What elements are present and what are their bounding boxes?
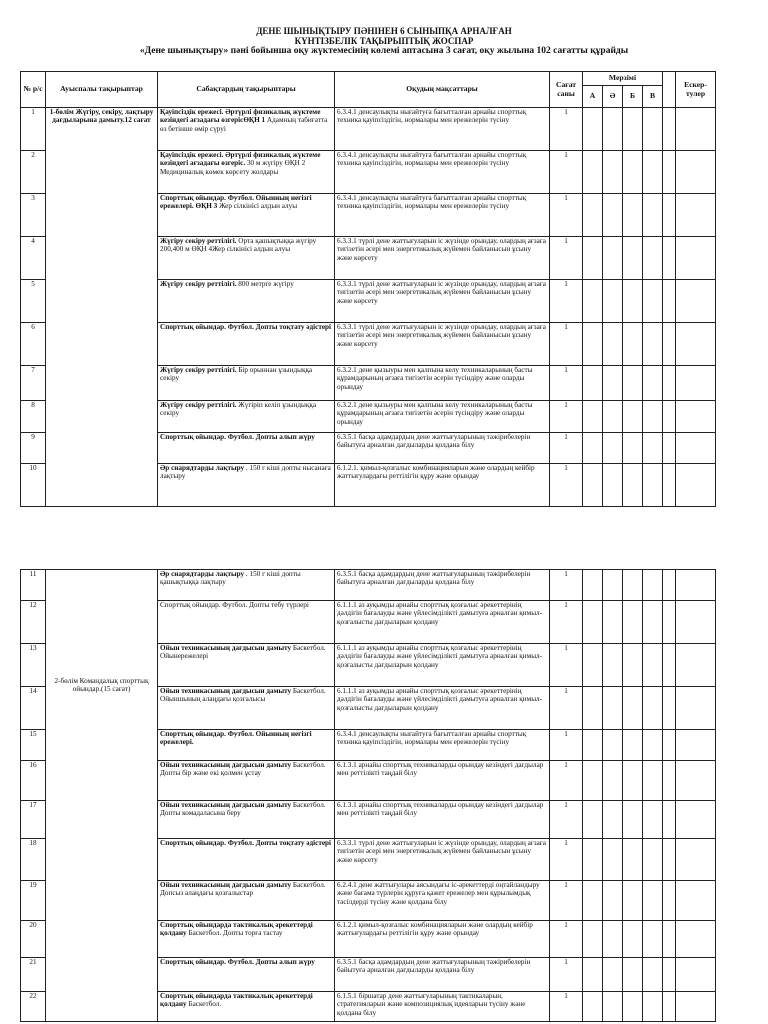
- topic-cell: [158, 881, 335, 921]
- term-a-cell: [583, 761, 603, 801]
- term-v-cell: [643, 280, 663, 323]
- row-number-cell: 16: [21, 761, 46, 801]
- hours-cell: 1: [550, 921, 583, 958]
- spacer-cell: [663, 570, 676, 601]
- term-b-cell: [623, 194, 643, 237]
- term-b-cell: [623, 151, 643, 194]
- hours-cell: 1: [550, 839, 583, 881]
- header-num: № р/с: [21, 72, 46, 108]
- table-row: [21, 108, 716, 151]
- spacer-cell: [663, 151, 676, 194]
- topic-detail: Жүгіріп келіп ұзындыққа секіру: [160, 401, 317, 418]
- term-v-cell: [643, 108, 663, 151]
- title-line-1: ДЕНЕ ШЫНЫҚТЫРУ ПӘНІНЕН 6 СЫНЫПҚА АРНАЛҒАН: [256, 26, 512, 36]
- notes-cell: [676, 881, 716, 921]
- hours-cell: 1: [550, 194, 583, 237]
- hours-cell: 1: [550, 801, 583, 839]
- topic-title: Қауіпсіздік ережесі. Әртүрлі физикалық жүктеме кезіндегі ағзадағы өзгеріс.: [160, 151, 321, 168]
- term-ae-cell: [603, 570, 623, 601]
- term-a-cell: [583, 280, 603, 323]
- topic-cell: [158, 237, 335, 280]
- row-number-cell: 21: [21, 958, 46, 992]
- topic-title: Спорттық ойындарда тактикалық әрекеттерді қолдану: [160, 921, 313, 938]
- term-v-cell: [643, 992, 663, 1022]
- term-a-cell: [583, 958, 603, 992]
- learning-goal-cell: 6.1.2.1. қимыл-қозғалыс комбинацияларын және олардың кейбір жаттығулардағы реттілігін құру және орындау: [335, 464, 550, 507]
- term-ae-cell: [603, 151, 623, 194]
- spacer-cell: [663, 839, 676, 881]
- topic-detail: Бір орыннан ұзындыққа секіру: [160, 366, 313, 383]
- term-b-cell: [623, 366, 643, 401]
- topic-title: Спорттық ойындар. Футбол. Ойынның негізгі ережелері.: [160, 730, 312, 747]
- page-title: [0, 26, 768, 56]
- row-number-cell: 7: [21, 366, 46, 401]
- topic-title: Ойын техникасының дағдысын дамыту: [160, 761, 292, 769]
- spacer-cell: [663, 601, 676, 644]
- topic-detail: 30 м жүгіру ӨҚН 2 Медициналық көмек көрсету жолдары: [160, 159, 306, 176]
- topic-cell: [158, 280, 335, 323]
- term-a-cell: [583, 237, 603, 280]
- hours-cell: 1: [550, 644, 583, 687]
- topic-title: Әр снарядтарды лақтыру: [160, 570, 245, 578]
- notes-cell: [676, 433, 716, 464]
- row-number-cell: 10: [21, 464, 46, 507]
- notes-cell: [676, 839, 716, 881]
- row-number-cell: 9: [21, 433, 46, 464]
- row-number-cell: 13: [21, 644, 46, 687]
- term-b-cell: [623, 323, 643, 366]
- term-v-cell: [643, 151, 663, 194]
- row-number-cell: 5: [21, 280, 46, 323]
- topic-title: Әр снарядтарды лақтыру: [160, 464, 245, 472]
- term-a-cell: [583, 992, 603, 1022]
- topic-title: Ойын техникасының дағдысын дамыту: [160, 687, 292, 695]
- topic-title: Спорттық ойындар. Футбол. Допты алып жүру: [160, 433, 315, 441]
- topic-detail: Баскетбол. Допты торға тастау: [188, 929, 283, 938]
- term-v-cell: [643, 237, 663, 280]
- term-v-cell: [643, 761, 663, 801]
- term-ae-cell: [603, 992, 623, 1022]
- hours-cell: 1: [550, 108, 583, 151]
- header-term-ae: Ә: [603, 86, 623, 108]
- topic-cell: [158, 839, 335, 881]
- term-b-cell: [623, 601, 643, 644]
- term-ae-cell: [603, 433, 623, 464]
- notes-cell: [676, 761, 716, 801]
- term-a-cell: [583, 839, 603, 881]
- notes-cell: [676, 801, 716, 839]
- topic-title: Спорттық ойындар. Футбол. Допты алып жүру: [160, 958, 315, 966]
- topic-detail: . 150 г кіші допты нысанаға лақтыру: [160, 464, 331, 481]
- learning-goal-cell: 6.3.4.1 денсаулықты нығайтуға бағытталған арнайы спорттық техника қауіпсіздігін, нормалары мен ережелерін түсіну: [335, 108, 550, 151]
- spacer-cell: [663, 194, 676, 237]
- topic-cell: [158, 687, 335, 730]
- notes-cell: [676, 366, 716, 401]
- row-number-cell: 8: [21, 401, 46, 433]
- term-v-cell: [643, 401, 663, 433]
- learning-goal-cell: 6.3.5.1 басқа адамдардың дене жаттығуларының тәжірибелерін байытуға арналған дағдыларды қолдана білу: [335, 433, 550, 464]
- learning-goal-cell: 6.3.3.1 түрлі дене жаттығуларын іс жүзінде орындау, олардың ағзаға тигізетін әсері мен энергетикалық жүйемен байланысын ұсыну және көрсету: [335, 839, 550, 881]
- term-b-cell: [623, 237, 643, 280]
- topic-title: Қауіпсіздік ережесі. Әртүрлі физикалық жүктеме кезіндегі ағзадағы өзгерісӨҚН 1: [160, 108, 321, 125]
- topic-detail: Баскетбол. Допсыз алаңдағы қозғалыстар: [160, 881, 326, 898]
- topic-title: Ойын техникасының дағдысын дамыту: [160, 881, 292, 889]
- header-spacer: [663, 72, 676, 108]
- header-hours: Сағат саны: [550, 72, 583, 108]
- topic-detail: Баскетбол. Ойынережелері: [160, 644, 326, 661]
- term-v-cell: [643, 644, 663, 687]
- topic-cell: [158, 433, 335, 464]
- topic-cell: [158, 958, 335, 992]
- row-number-cell: 18: [21, 839, 46, 881]
- learning-goal-cell: 6.3.5.1 басқа адамдардың дене жаттығуларының тәжірибелерін байытуға арналған дағдыларды қолдана білу: [335, 958, 550, 992]
- row-number-cell: 20: [21, 921, 46, 958]
- row-number-cell: 4: [21, 237, 46, 280]
- hours-cell: 1: [550, 881, 583, 921]
- topic-cell: [158, 401, 335, 433]
- term-a-cell: [583, 570, 603, 601]
- topic-cell: [158, 761, 335, 801]
- topic-title: Спорттық ойындар. Футбол. Допты тоқтату әдістері: [160, 839, 332, 847]
- spacer-cell: [663, 366, 676, 401]
- term-v-cell: [643, 433, 663, 464]
- topic-detail: Баскетбол. Допты комадаласына беру: [160, 801, 326, 818]
- term-b-cell: [623, 280, 643, 323]
- topic-title: Жүгіру секіру реттілігі.: [160, 280, 237, 288]
- notes-cell: [676, 401, 716, 433]
- spacer-cell: [663, 730, 676, 761]
- learning-goal-cell: 6.1.2.1 қимыл-қозғалыс комбинацияларын және олардың кейбір жаттығулардағы реттілігін құру және орындау: [335, 921, 550, 958]
- topic-cell: [158, 151, 335, 194]
- notes-cell: [676, 323, 716, 366]
- topic-detail: Баскетбол. Ойыншының алаңдағы қозғалысы: [160, 687, 326, 704]
- term-ae-cell: [603, 881, 623, 921]
- learning-goal-cell: 6.1.3.1 арнайы спорттық техникаларды орындау кезіндегі дағдылар мен реттілікті таңдай білу: [335, 761, 550, 801]
- hours-cell: 1: [550, 366, 583, 401]
- term-b-cell: [623, 881, 643, 921]
- table-row: [21, 570, 716, 601]
- spacer-cell: [663, 323, 676, 366]
- term-ae-cell: [603, 323, 623, 366]
- term-a-cell: [583, 601, 603, 644]
- topic-title: Ойын техникасының дағдысын дамыту: [160, 644, 292, 652]
- term-a-cell: [583, 464, 603, 507]
- topic-cell: [158, 730, 335, 761]
- term-b-cell: [623, 401, 643, 433]
- section-cell: [46, 570, 158, 1022]
- topic-title: Жүгіру секіру реттілігі.: [160, 401, 237, 409]
- term-v-cell: [643, 730, 663, 761]
- hours-cell: 1: [550, 237, 583, 280]
- spacer-cell: [663, 433, 676, 464]
- section-cell: [46, 108, 158, 507]
- hours-cell: 1: [550, 958, 583, 992]
- hours-cell: 1: [550, 761, 583, 801]
- topic-cell: [158, 644, 335, 687]
- notes-cell: [676, 464, 716, 507]
- learning-goal-cell: 6.3.5.1 басқа адамдардың дене жаттығуларының тәжірибелерін байытуға арналған дағдыларды қолдана білу: [335, 570, 550, 601]
- learning-goal-cell: 6.1.5.1 біршатар дене жаттығуларының тактикаларын, стратегияларын және композициялық идеяларын түсіну және қолдана білу: [335, 992, 550, 1022]
- topic-title: Спорттық ойындарда тактикалық әрекеттерді қолдану: [160, 992, 313, 1009]
- spacer-cell: [663, 801, 676, 839]
- spacer-cell: [663, 687, 676, 730]
- term-b-cell: [623, 958, 643, 992]
- topic-title: Спорттық ойындар. Футбол. Ойынның негізгі ережелері. ӨҚН 3: [160, 194, 312, 211]
- spacer-cell: [663, 401, 676, 433]
- topic-detail: . 150 г кіші допты қашықтыққа лақтыру: [160, 570, 301, 587]
- hours-cell: 1: [550, 992, 583, 1022]
- term-ae-cell: [603, 280, 623, 323]
- term-v-cell: [643, 687, 663, 730]
- header-notes: Ескер-тулер: [676, 72, 716, 108]
- term-v-cell: [643, 839, 663, 881]
- term-a-cell: [583, 921, 603, 958]
- row-number-cell: 15: [21, 730, 46, 761]
- term-v-cell: [643, 323, 663, 366]
- header-goals: Оқудың мақсаттары: [335, 72, 550, 108]
- term-a-cell: [583, 366, 603, 401]
- notes-cell: [676, 237, 716, 280]
- learning-goal-cell: 6.1.1.1 аз ауқымды арнайы спорттық қозғалыс әрекеттерінің дәлдігін бағалауды және үйлесімділікті дамытуға арналған қимыл-қозғалысты дағдыларын қолдану: [335, 687, 550, 730]
- topic-title: Спорттық ойындар. Футбол. Допты тоқтату әдістері: [160, 323, 332, 331]
- topic-detail: Жер сілкінісі алдын алуы: [219, 202, 298, 211]
- learning-goal-cell: 6.3.3.1 түрлі дене жаттығуларын іс жүзінде орындау, олардың ағзаға тигізетін әсері мен энергетикалық жүйемен байланысын ұсыну және көрсету: [335, 280, 550, 323]
- topic-cell: [158, 601, 335, 644]
- term-v-cell: [643, 366, 663, 401]
- spacer-cell: [663, 464, 676, 507]
- hours-cell: 1: [550, 601, 583, 644]
- term-b-cell: [623, 761, 643, 801]
- header-term-a: А: [583, 86, 603, 108]
- term-a-cell: [583, 730, 603, 761]
- spacer-cell: [663, 958, 676, 992]
- term-v-cell: [643, 958, 663, 992]
- spacer-cell: [663, 237, 676, 280]
- learning-goal-cell: 6.3.4.1 денсаулықты нығайтуға бағытталған арнайы спорттық техника қауіпсіздігін, нормалары мен ережелерін түсіну: [335, 194, 550, 237]
- term-v-cell: [643, 921, 663, 958]
- row-number-cell: 11: [21, 570, 46, 601]
- topic-cell: [158, 108, 335, 151]
- term-ae-cell: [603, 687, 623, 730]
- topic-cell: [158, 366, 335, 401]
- term-b-cell: [623, 730, 643, 761]
- row-number-cell: 3: [21, 194, 46, 237]
- notes-cell: [676, 730, 716, 761]
- row-number-cell: 2: [21, 151, 46, 194]
- topic-cell: [158, 464, 335, 507]
- term-ae-cell: [603, 921, 623, 958]
- header-term: Мерзімі: [583, 72, 663, 86]
- learning-goal-cell: 6.3.4.1 денсаулықты нығайтуға бағытталған арнайы спорттық техника қауіпсіздігін, нормалары мен ережелерін түсіну: [335, 730, 550, 761]
- spacer-cell: [663, 108, 676, 151]
- row-number-cell: 12: [21, 601, 46, 644]
- hours-cell: 1: [550, 151, 583, 194]
- spacer-cell: [663, 761, 676, 801]
- notes-cell: [676, 194, 716, 237]
- notes-cell: [676, 570, 716, 601]
- row-number-cell: 22: [21, 992, 46, 1022]
- spacer-cell: [663, 992, 676, 1022]
- hours-cell: 1: [550, 570, 583, 601]
- term-ae-cell: [603, 237, 623, 280]
- hours-cell: 1: [550, 323, 583, 366]
- hours-cell: 1: [550, 433, 583, 464]
- term-a-cell: [583, 801, 603, 839]
- table-1-body: [21, 108, 716, 507]
- term-ae-cell: [603, 958, 623, 992]
- term-v-cell: [643, 881, 663, 921]
- hours-cell: 1: [550, 687, 583, 730]
- topic-title: Жүгіру секіру реттілігі.: [160, 366, 237, 374]
- notes-cell: [676, 992, 716, 1022]
- term-v-cell: [643, 194, 663, 237]
- term-b-cell: [623, 108, 643, 151]
- learning-goal-cell: 6.3.2.1 дене қызыуры мен қалпына келу техникаларының басты құрамдарының ағзаға тигізетін әсерін түсіндіру және оларды орындау: [335, 401, 550, 433]
- term-b-cell: [623, 687, 643, 730]
- hours-cell: 1: [550, 464, 583, 507]
- learning-goal-cell: 6.2.4.1 дене жаттығулары аясындағы іс-әрекеттерді оңтайландыру және бағама түрлерін құруға қажет ережелер мен құрылымдық тәсілдерді түсіну және қолдана білу: [335, 881, 550, 921]
- learning-goal-cell: 6.3.3.1 түрлі дене жаттығуларын іс жүзінде орындау, олардың ағзаға тигізетін әсері мен энергетикалық жүйемен байланысын ұсыну және көрсету: [335, 323, 550, 366]
- learning-goal-cell: 6.3.4.1 денсаулықты нығайтуға бағытталған арнайы спорттық техника қауіпсіздігін, нормалары мен ережелерін түсіну: [335, 151, 550, 194]
- topic-detail: Адамның табиғатта өз бетінше өмір сүруі: [160, 116, 328, 133]
- topic-detail: 800 метрге жүгіру: [238, 280, 294, 288]
- title-line-2: КҮНТІЗБЕЛІК ТАҚЫРЫПТЫҚ ЖОСПАР: [294, 36, 474, 46]
- term-ae-cell: [603, 366, 623, 401]
- plan-table-page-1: [20, 71, 716, 507]
- term-a-cell: [583, 151, 603, 194]
- term-ae-cell: [603, 108, 623, 151]
- title-line-3: «Дене шынықтыру» пәні бойынша оқу жүктемесінің көлемі аптасына 3 сағат, оқу жылына 102 сағатты құрайды: [139, 46, 629, 56]
- term-a-cell: [583, 433, 603, 464]
- spacer-cell: [663, 881, 676, 921]
- term-v-cell: [643, 601, 663, 644]
- term-a-cell: [583, 644, 603, 687]
- term-ae-cell: [603, 401, 623, 433]
- term-ae-cell: [603, 644, 623, 687]
- row-number-cell: 17: [21, 801, 46, 839]
- notes-cell: [676, 921, 716, 958]
- term-ae-cell: [603, 464, 623, 507]
- topic-title: Жүгіру секіру реттілігі.: [160, 237, 237, 245]
- topic-detail: Баскетбол. Допты бір және екі қолмен ұстау: [160, 761, 326, 778]
- term-v-cell: [643, 801, 663, 839]
- term-ae-cell: [603, 730, 623, 761]
- term-b-cell: [623, 839, 643, 881]
- hours-cell: 1: [550, 280, 583, 323]
- term-b-cell: [623, 644, 643, 687]
- term-b-cell: [623, 992, 643, 1022]
- learning-goal-cell: 6.1.1.1 аз ауқымды арнайы спорттық қозғалыс әрекеттерінің дәлдігін бағалауды және үйлесімділікті дамытуға арналған қимыл-қозғалысты дағдыларын қолдану: [335, 644, 550, 687]
- notes-cell: [676, 958, 716, 992]
- learning-goal-cell: 6.1.1.1 аз ауқымды арнайы спорттық қозғалыс әрекеттерінің дәлдігін бағалауды және үйлесімділікті дамытуға арналған қимыл-қозғалысты дағдыларын қолдану: [335, 601, 550, 644]
- topic-cell: [158, 323, 335, 366]
- row-number-cell: 6: [21, 323, 46, 366]
- table-2-body: [21, 570, 716, 1022]
- term-a-cell: [583, 687, 603, 730]
- topic-detail: Баскетбол.: [188, 1000, 222, 1009]
- term-v-cell: [643, 464, 663, 507]
- term-a-cell: [583, 401, 603, 433]
- header-term-b: Б: [623, 86, 643, 108]
- row-number-cell: 14: [21, 687, 46, 730]
- term-b-cell: [623, 921, 643, 958]
- topic-cell: [158, 801, 335, 839]
- section-label: 1-бөлім Жүгіру, секіру, лақтыру дағдыларына дамыту.12 сағат: [49, 108, 154, 125]
- hours-cell: 1: [550, 730, 583, 761]
- spacer-cell: [663, 644, 676, 687]
- term-ae-cell: [603, 601, 623, 644]
- topic-cell: [158, 570, 335, 601]
- row-number-cell: 19: [21, 881, 46, 921]
- hours-cell: 1: [550, 401, 583, 433]
- term-a-cell: [583, 323, 603, 366]
- term-a-cell: [583, 881, 603, 921]
- notes-cell: [676, 644, 716, 687]
- learning-goal-cell: 6.1.3.1 арнайы спорттық техникаларды орындау кезіндегі дағдылар мен реттілікті таңдай білу: [335, 801, 550, 839]
- row-number-cell: 1: [21, 108, 46, 151]
- learning-goal-cell: 6.3.3.1 түрлі дене жаттығуларын іс жүзінде орындау, олардың ағзаға тигізетін әсері мен энергетикалық жүйемен байланысын ұсыну және көрсету: [335, 237, 550, 280]
- spacer-cell: [663, 921, 676, 958]
- term-a-cell: [583, 108, 603, 151]
- topic-detail: Орта қашықтыққа жүгіру 200,400 м ӨҚН 4Жер сілкінісі алдын алуы: [160, 237, 317, 254]
- notes-cell: [676, 601, 716, 644]
- header-term-v: В: [643, 86, 663, 108]
- notes-cell: [676, 280, 716, 323]
- topic-cell: [158, 921, 335, 958]
- term-v-cell: [643, 570, 663, 601]
- header-section: Ауыспалы тақырыптар: [46, 72, 158, 108]
- term-b-cell: [623, 570, 643, 601]
- notes-cell: [676, 151, 716, 194]
- topic-detail: Спорттық ойындар. Футбол. Допты тебу түрлері: [160, 601, 309, 609]
- term-ae-cell: [603, 194, 623, 237]
- topic-cell: [158, 992, 335, 1022]
- notes-cell: [676, 108, 716, 151]
- term-a-cell: [583, 194, 603, 237]
- topic-title: Ойын техникасының дағдысын дамыту: [160, 801, 292, 809]
- spacer-cell: [663, 280, 676, 323]
- term-ae-cell: [603, 801, 623, 839]
- notes-cell: [676, 687, 716, 730]
- term-b-cell: [623, 433, 643, 464]
- term-ae-cell: [603, 761, 623, 801]
- section-label: 2-бөлім Командалық спорттық ойындар.(15 сағат): [54, 677, 149, 694]
- term-ae-cell: [603, 839, 623, 881]
- learning-goal-cell: 6.3.2.1 дене қызыуры мен қалпына келу техникаларының басты құрамдарының ағзаға тигізетін әсерін түсіндіру және оларды орындау: [335, 366, 550, 401]
- topic-cell: [158, 194, 335, 237]
- term-b-cell: [623, 464, 643, 507]
- plan-table-page-2: [20, 569, 716, 1022]
- header-topic: Сабақтардың тақырыптары: [158, 72, 335, 108]
- term-b-cell: [623, 801, 643, 839]
